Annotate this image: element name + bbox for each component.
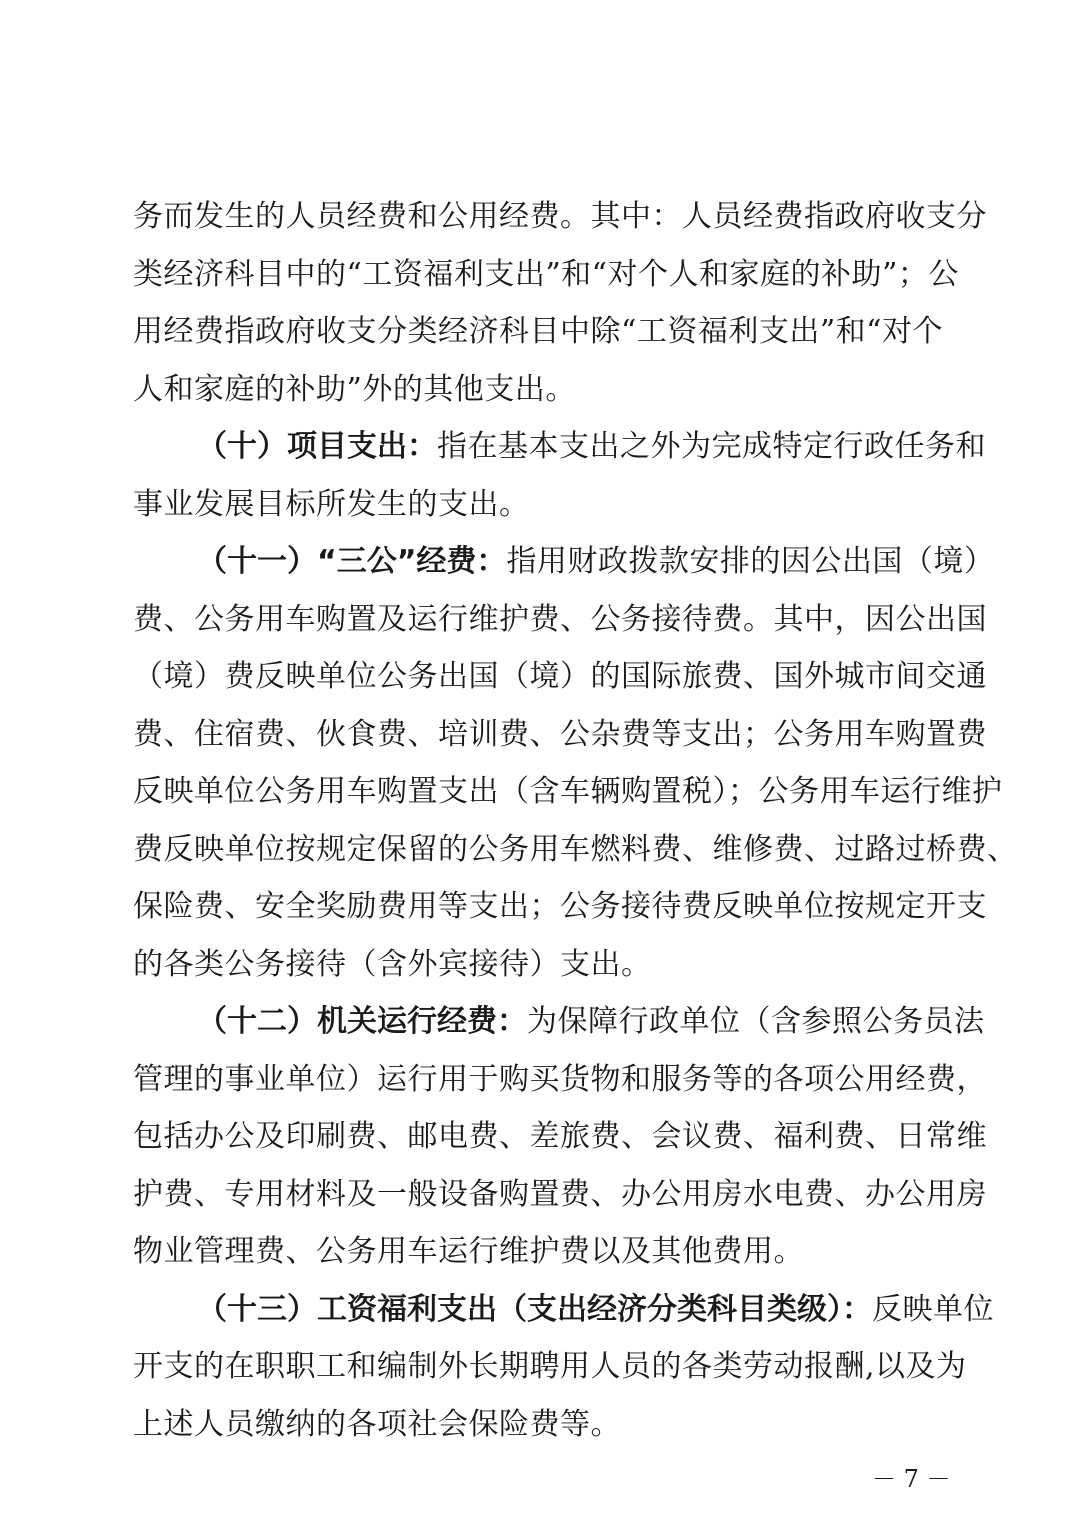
page-number: － 7 －: [872, 1465, 951, 1493]
text-line: 上述人员缴纳的各项社会保险费等。: [133, 1406, 621, 1442]
text-line: [133, 533, 995, 591]
document-body: [133, 188, 1018, 1453]
paragraph-wage-welfare: [133, 1281, 994, 1454]
text-line: 人和家庭的补助”外的其他支出。: [133, 371, 576, 407]
text-line: 的各类公务接待（含外宾接待）支出。: [133, 946, 652, 982]
text-line: 费反映单位按规定保留的公务用车燃料费、维修费、过路过桥费、: [133, 831, 1018, 867]
term-heading: （十）项目支出：: [197, 429, 437, 464]
text-line: 管理的事业单位）运行用于购买货物和服务等的各项公用经费，: [133, 1061, 987, 1097]
text-line: 费、公务用车购置及运行维护费、公务接待费。其中，因公出国: [133, 601, 987, 637]
text-line: （境）费反映单位公务出国（境）的国际旅费、国外城市间交通: [133, 659, 987, 694]
paragraph-continuation: [133, 188, 987, 418]
term-heading: （十一）“三公”经费：: [197, 544, 507, 579]
paragraph-project-expenditure: [133, 418, 986, 533]
text-line: [133, 418, 986, 476]
text-line: 费、住宿费、伙食费、培训费、公杂费等支出；公务用车购置费: [133, 716, 987, 752]
text-line: 开支的在职职工和编制外长期聘用人员的各类劳动报酬,以及为: [133, 1349, 967, 1384]
paragraph-operating-expenses: [133, 993, 987, 1281]
text-line: 务而发生的人员经费和公用经费。其中：人员经费指政府收支分: [133, 199, 987, 234]
text-line: [133, 1281, 994, 1339]
text-line: 事业发展目标所发生的支出。: [133, 486, 530, 522]
text-line: 用经费指政府收支分类经济科目中除“工资福利支出”和“对个: [133, 314, 944, 349]
text-line: [133, 993, 985, 1051]
term-heading: （十三）工资福利支出（支出经济分类科目类级）：: [197, 1291, 872, 1327]
text-line: 类经济科目中的“工资福利支出”和“对个人和家庭的补助”；公: [133, 256, 959, 292]
paragraph-three-public-expenses: [133, 533, 1018, 993]
text-line: 包括办公及印刷费、邮电费、差旅费、会议费、福利费、日常维: [133, 1119, 987, 1154]
text-line: 物业管理费、公务用车运行维护费以及其他费用。: [133, 1234, 804, 1269]
term-definition: 指用财政拨款安排的因公出国（境）: [506, 544, 995, 579]
text-line: 保险费、安全奖励费用等支出；公务接待费反映单位按规定开支: [133, 889, 987, 924]
term-definition: 为保障行政单位（含参照公务员法: [527, 1004, 985, 1039]
term-definition: 反映单位: [872, 1291, 994, 1327]
term-definition: 指在基本支出之外为完成特定行政任务和: [437, 429, 986, 464]
text-line: 反映单位公务用车购置支出（含车辆购置税）；公务用车运行维护: [133, 774, 1003, 809]
text-line: 护费、专用材料及一般设备购置费、办公用房水电费、办公用房: [133, 1176, 987, 1212]
term-heading: （十二）机关运行经费：: [197, 1004, 527, 1039]
